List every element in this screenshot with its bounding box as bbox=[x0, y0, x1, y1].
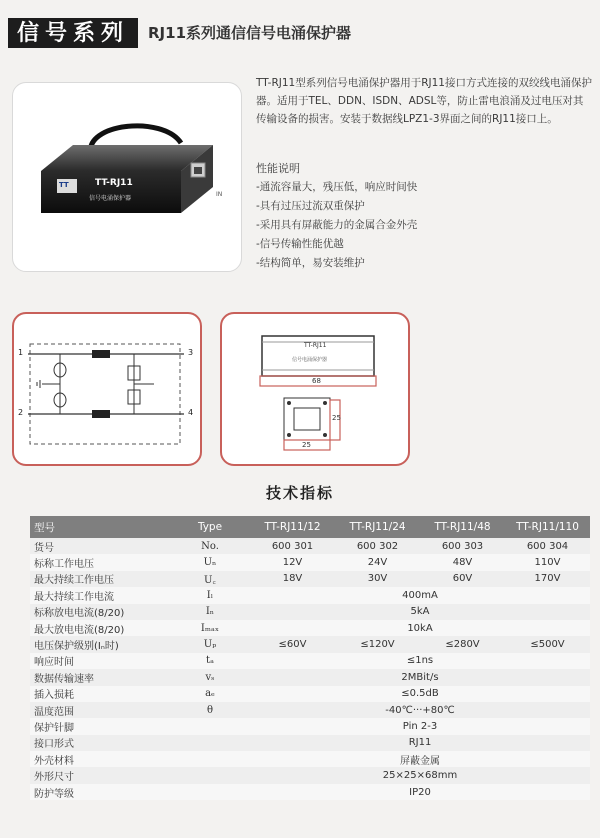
table-cell: 2MBit/s bbox=[250, 669, 590, 685]
table-cell: 电压保护级别(Iₙ时) bbox=[30, 636, 170, 652]
product-label: TT-RJ11 bbox=[95, 178, 133, 188]
table-cell bbox=[170, 735, 250, 751]
column-header: TT-RJ11/110 bbox=[505, 516, 590, 538]
table-cell: No. bbox=[170, 538, 250, 554]
table-cell: ≤0.5dB bbox=[250, 686, 590, 702]
table-cell: θ bbox=[170, 702, 250, 718]
table-cell: 最大持续工作电流 bbox=[30, 587, 170, 603]
table-cell: 保护针脚 bbox=[30, 718, 170, 734]
table-cell: ≤500V bbox=[505, 636, 590, 652]
table-cell: 400mA bbox=[250, 587, 590, 603]
table-cell: Uₙ bbox=[170, 554, 250, 570]
table-cell: 响应时间 bbox=[30, 653, 170, 669]
table-row bbox=[30, 571, 590, 587]
table-cell bbox=[170, 751, 250, 767]
table-cell: 170V bbox=[505, 571, 590, 587]
column-header: TT-RJ11/24 bbox=[335, 516, 420, 538]
circuit-schematic bbox=[14, 314, 200, 464]
features-list bbox=[256, 178, 417, 273]
table-cell: 标称放电电流(8/20) bbox=[30, 604, 170, 620]
pin-label: 4 bbox=[188, 408, 194, 417]
table-cell: 最大持续工作电压 bbox=[30, 571, 170, 587]
table-cell: 最大放电电流(8/20) bbox=[30, 620, 170, 636]
table-cell: 外壳材料 bbox=[30, 751, 170, 767]
table-row bbox=[30, 669, 590, 685]
column-header: TT-RJ11/12 bbox=[250, 516, 335, 538]
features-title: 性能说明 bbox=[256, 162, 300, 175]
device-label: TT-RJ11 bbox=[304, 342, 327, 349]
column-header: Type bbox=[170, 516, 250, 538]
feature-item: -采用具有屏蔽能力的金属合金外壳 bbox=[256, 219, 418, 231]
table-cell: 48V bbox=[420, 554, 505, 570]
table-cell: ≤120V bbox=[335, 636, 420, 652]
table-cell: 10kA bbox=[250, 620, 590, 636]
table-row bbox=[30, 718, 590, 734]
table-header-row bbox=[30, 516, 590, 538]
dimension-drawing bbox=[220, 312, 410, 466]
table-row bbox=[30, 636, 590, 652]
feature-item: -结构简单，易安装维护 bbox=[256, 257, 365, 269]
intro-text: TT-RJ11型系列信号电涌保护器用于RJ11接口方式连接的双绞线电涌保护器。适用于TEL、DDN、ISDN、ADSL等，防止雷电浪涌及过电压对其传输设备的损害。安装于数据线LPZ1-3界面之间的RJ11接口上。 bbox=[256, 77, 592, 125]
dimension-height: 25 bbox=[332, 414, 341, 422]
product-brand: TT bbox=[59, 181, 69, 189]
spec-heading: 技术指标 bbox=[265, 484, 334, 502]
table-row bbox=[30, 604, 590, 620]
product-side-label: IN bbox=[216, 191, 223, 198]
table-cell: 温度范围 bbox=[30, 702, 170, 718]
table-cell bbox=[170, 767, 250, 783]
table-cell: Uₚ bbox=[170, 636, 250, 652]
table-cell: aₑ bbox=[170, 686, 250, 702]
table-cell: -40℃···+80℃ bbox=[250, 702, 590, 718]
table-cell: ≤60V bbox=[250, 636, 335, 652]
table-cell: vₛ bbox=[170, 669, 250, 685]
section-title: 信号系列 bbox=[8, 18, 138, 48]
table-cell: 25×25×68mm bbox=[250, 767, 590, 783]
table-cell: 5kA bbox=[250, 604, 590, 620]
table-row bbox=[30, 784, 590, 800]
table-row bbox=[30, 653, 590, 669]
table-cell: 600 301 bbox=[250, 538, 335, 554]
product-illustration bbox=[13, 83, 241, 271]
product-photo bbox=[12, 82, 242, 272]
table-cell: Pin 2-3 bbox=[250, 718, 590, 734]
table-cell bbox=[170, 718, 250, 734]
pin-label: 2 bbox=[18, 408, 24, 417]
page-subtitle: RJ11系列通信信号电涌保护器 bbox=[148, 24, 352, 42]
table-cell: 30V bbox=[335, 571, 420, 587]
table-cell: Iₙ bbox=[170, 604, 250, 620]
table-cell: 18V bbox=[250, 571, 335, 587]
table-row bbox=[30, 587, 590, 603]
table-row bbox=[30, 686, 590, 702]
table-cell: 标称工作电压 bbox=[30, 554, 170, 570]
table-cell: RJ11 bbox=[250, 735, 590, 751]
table-cell: ≤280V bbox=[420, 636, 505, 652]
feature-item: -具有过压过流双重保护 bbox=[256, 200, 365, 212]
table-cell: IP20 bbox=[250, 784, 590, 800]
pin-label: 3 bbox=[188, 348, 194, 357]
circuit-diagram bbox=[12, 312, 202, 466]
table-cell: tₐ bbox=[170, 653, 250, 669]
feature-item: -通流容量大，残压低，响应时间快 bbox=[256, 181, 418, 193]
table-row bbox=[30, 538, 590, 554]
table-cell: Iₘₐₓ bbox=[170, 620, 250, 636]
table-cell: 60V bbox=[420, 571, 505, 587]
table-row bbox=[30, 735, 590, 751]
table-cell: 接口形式 bbox=[30, 735, 170, 751]
table-cell bbox=[170, 784, 250, 800]
device-sublabel: 信号电涌保护器 bbox=[292, 357, 328, 363]
dimension-length: 68 bbox=[312, 377, 321, 385]
table-cell: 600 304 bbox=[505, 538, 590, 554]
table-cell: 插入损耗 bbox=[30, 686, 170, 702]
product-sublabel: 信号电涌保护器 bbox=[89, 195, 132, 202]
table-cell: ≤1ns bbox=[250, 653, 590, 669]
table-cell: U꜀ bbox=[170, 571, 250, 587]
table-row bbox=[30, 751, 590, 767]
dimension-schematic bbox=[222, 314, 408, 464]
spec-table bbox=[30, 516, 590, 800]
table-row bbox=[30, 554, 590, 570]
table-cell: 货号 bbox=[30, 538, 170, 554]
feature-item: -信号传输性能优越 bbox=[256, 238, 344, 250]
table-cell: 12V bbox=[250, 554, 335, 570]
table-cell: 600 302 bbox=[335, 538, 420, 554]
table-cell: 600 303 bbox=[420, 538, 505, 554]
table-cell: 数据传输速率 bbox=[30, 669, 170, 685]
table-row bbox=[30, 702, 590, 718]
table-cell: 110V bbox=[505, 554, 590, 570]
table-row bbox=[30, 620, 590, 636]
table-cell: 防护等级 bbox=[30, 784, 170, 800]
table-cell: Iₗ bbox=[170, 587, 250, 603]
table-cell: 屏蔽金属 bbox=[250, 751, 590, 767]
table-row bbox=[30, 767, 590, 783]
pin-label: 1 bbox=[18, 348, 24, 357]
column-header: TT-RJ11/48 bbox=[420, 516, 505, 538]
column-header: 型号 bbox=[30, 516, 170, 538]
dimension-width: 25 bbox=[302, 441, 311, 449]
table-cell: 24V bbox=[335, 554, 420, 570]
table-cell: 外形尺寸 bbox=[30, 767, 170, 783]
